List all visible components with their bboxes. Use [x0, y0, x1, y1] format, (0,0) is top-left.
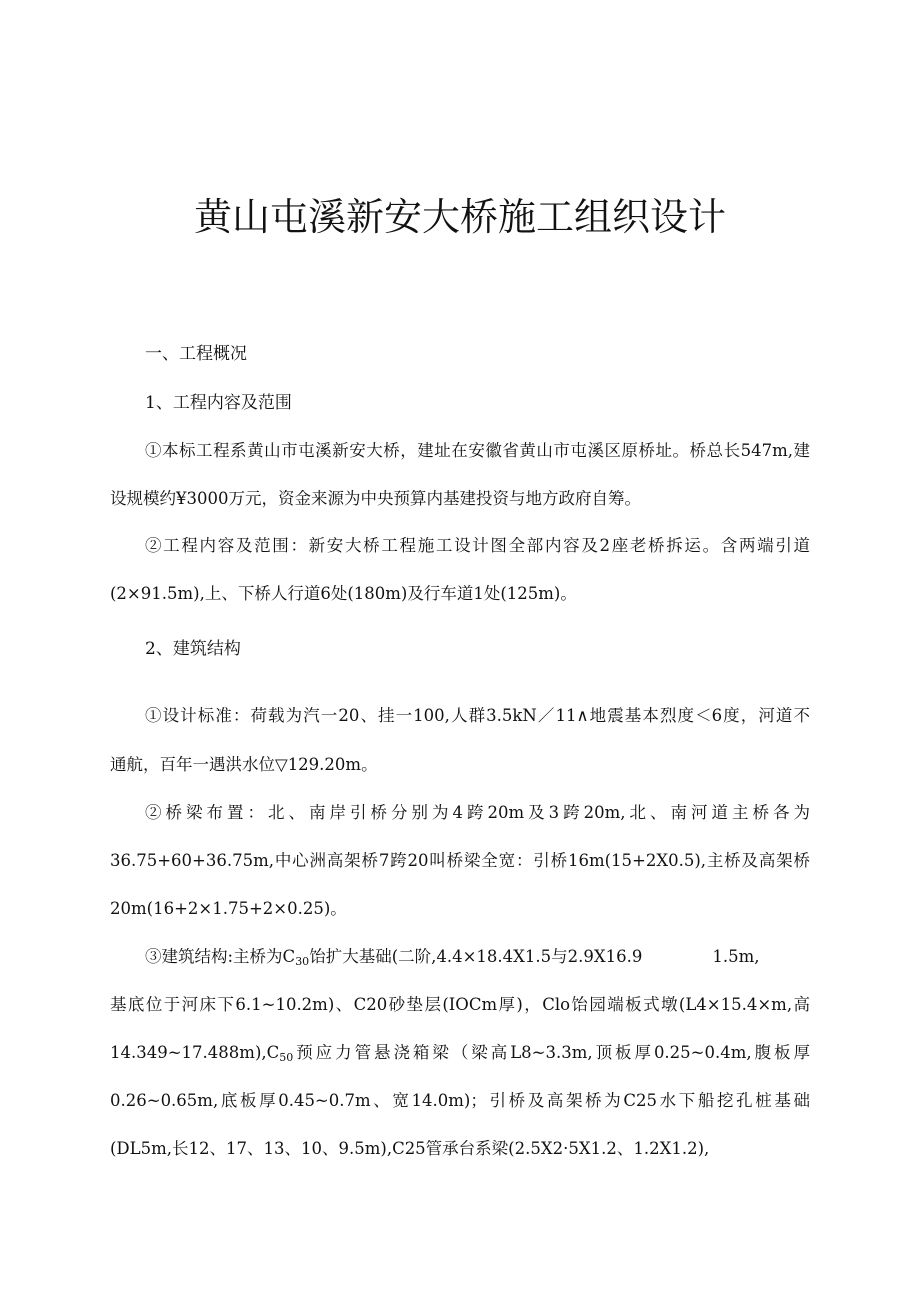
- text-run: 饴扩大基础(二阶,4.4×18.4X1.5与2.9X16.9: [309, 947, 643, 966]
- text-run: ③建筑结构:主桥为C: [145, 947, 296, 966]
- section-heading-overview: 一、工程概况: [145, 344, 247, 364]
- paragraph-scope: [110, 534, 810, 606]
- paragraph-line: ①设计标准：荷载为汽一20、挂一100,人群3.5kN／11∧地震基本烈度＜6度，河道不: [145, 706, 810, 725]
- text-run: 预应力管悬浇箱梁（梁高L8~3.3m,顶板厚0.25~0.4m,腹板厚: [293, 1043, 810, 1062]
- subscript-grade: 30: [295, 955, 310, 968]
- paragraph-line: 设规模约¥3000万元，资金来源为中央预算内基建投资与地方政府自筹。: [110, 489, 641, 508]
- paragraph-line: ②桥梁布置：北、南岸引桥分别为4跨20m及3跨20m,北、南河道主桥各为: [145, 803, 810, 822]
- paragraph-bridge-layout: [110, 801, 810, 921]
- paragraph-line: 20m(16+2×1.75+2×0.25)。: [110, 899, 347, 918]
- text-run: 14.349~17.488m),C: [110, 1043, 280, 1062]
- subsection-heading-structure: 2、建筑结构: [145, 639, 241, 659]
- document-title: 黄山屯溪新安大桥施工组织设计: [193, 195, 726, 239]
- paragraph-project-info: [110, 439, 810, 511]
- text-run: 1.5m,: [712, 947, 760, 966]
- paragraph-line: 36.75+60+36.75m,中心洲高架桥7跨20叫桥梁全宽：引桥16m(15+2X0.5),主桥及高架桥: [110, 851, 810, 870]
- paragraph-line: ①本标工程系黄山市屯溪新安大桥，建址在安徽省黄山市屯溪区原桥址。桥总长547m,建: [145, 441, 810, 460]
- subsection-heading-scope: 1、工程内容及范围: [145, 393, 292, 413]
- paragraph-line: 基底位于河床下6.1~10.2m)、C20砂垫层(IOCm厚)，Clo饴园端板式墩(L4×15.4×m,高: [110, 995, 810, 1014]
- paragraph-line: (DL5m,长12、17、13、10、9.5m),C25管承台系梁(2.5X2·5X1.2、1.2X1.2),: [110, 1139, 710, 1158]
- subscript-grade: 50: [279, 1051, 294, 1064]
- paragraph-line: [110, 1041, 810, 1065]
- paragraph-design-standard: [110, 704, 810, 777]
- paragraph-line: [110, 945, 810, 969]
- paragraph-line: (2×91.5m),上、下桥人行道6处(180m)及行车道1处(125m)。: [110, 584, 577, 603]
- paragraph-line: 0.26~0.65m,底板厚0.45~0.7m、宽14.0m)；引桥及高架桥为C25水下船挖孔桩基础: [110, 1091, 810, 1110]
- paragraph-building-structure: [110, 945, 810, 1161]
- paragraph-line: 通航，百年一遇洪水位▽129.20m。: [110, 755, 378, 774]
- paragraph-line: ②工程内容及范围：新安大桥工程施工设计图全部内容及2座老桥拆运。含两端引道: [145, 536, 810, 555]
